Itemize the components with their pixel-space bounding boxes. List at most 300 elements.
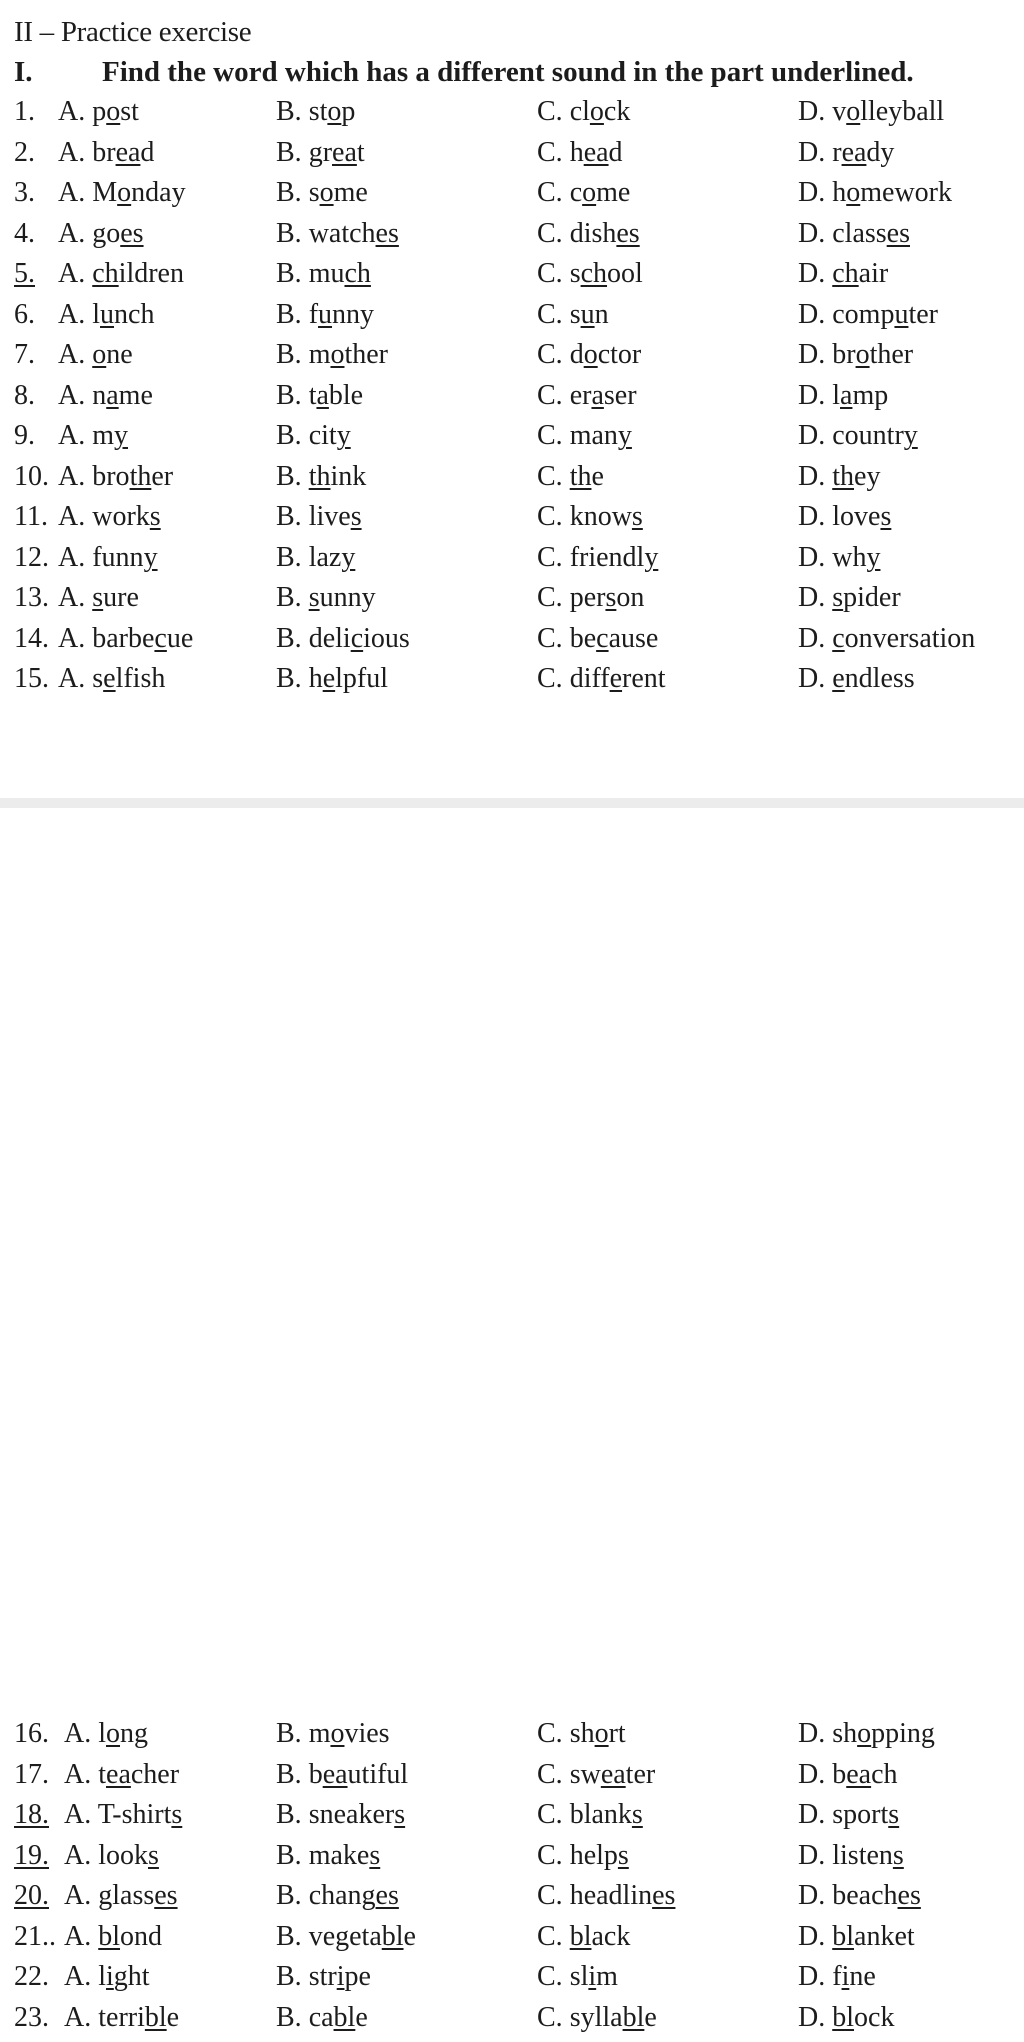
option-c[interactable] xyxy=(537,1840,629,1872)
option-c[interactable] xyxy=(537,582,644,614)
underlined-part: e xyxy=(323,663,335,694)
word-part: cit xyxy=(309,420,337,451)
option-b[interactable] xyxy=(276,1840,380,1872)
word-part: m xyxy=(309,1718,331,1749)
option-letter: B. xyxy=(276,177,302,208)
option-letter: C. xyxy=(537,339,563,370)
word-part: m xyxy=(309,339,331,370)
word-part: h xyxy=(309,663,323,694)
word-part: n xyxy=(595,299,609,330)
option-letter: A. xyxy=(58,177,85,208)
word-part: ng xyxy=(120,1718,148,1749)
word-part: watch xyxy=(309,218,376,249)
question-number: 15. xyxy=(14,663,49,695)
underlined-part: es xyxy=(376,218,399,249)
option-c[interactable] xyxy=(537,542,658,574)
word-part: ch xyxy=(871,1759,897,1790)
question-row xyxy=(0,258,1024,299)
word-part: ue xyxy=(167,623,193,654)
underlined-part: ea xyxy=(842,137,867,168)
option-d[interactable] xyxy=(798,420,918,452)
option-c[interactable] xyxy=(537,380,637,412)
option-b[interactable] xyxy=(276,461,366,493)
word-part: ck xyxy=(604,96,630,127)
option-letter: C. xyxy=(537,1961,563,1992)
option-letter: A. xyxy=(58,96,85,127)
question-number: 17. xyxy=(14,1759,49,1791)
option-letter: A. xyxy=(58,461,85,492)
word-part: terri xyxy=(98,2002,145,2033)
underlined-part: s xyxy=(632,1799,643,1830)
word-part: c xyxy=(570,177,582,208)
option-b[interactable] xyxy=(276,1718,390,1750)
option-a[interactable] xyxy=(64,1921,162,1953)
question-row xyxy=(0,96,1024,137)
option-a[interactable] xyxy=(64,1840,159,1872)
underlined-part: i xyxy=(106,1961,114,1992)
word-part: nny xyxy=(332,299,374,330)
word-part: p xyxy=(341,96,355,127)
question-number: 7. xyxy=(14,339,35,371)
option-c[interactable] xyxy=(537,1718,626,1750)
option-a[interactable] xyxy=(58,582,139,614)
option-b[interactable] xyxy=(276,542,355,574)
word-part: go xyxy=(92,218,120,249)
option-letter: A. xyxy=(58,663,85,694)
word-part: m xyxy=(92,420,114,451)
underlined-part: s xyxy=(309,582,320,613)
underlined-part: o xyxy=(106,96,120,127)
option-letter: C. xyxy=(537,1840,563,1871)
word-part: T-shirt xyxy=(98,1799,172,1830)
word-part: ter xyxy=(908,299,938,330)
word-part: sh xyxy=(832,1718,857,1749)
option-letter: D. xyxy=(798,623,825,654)
word-part: s xyxy=(570,299,581,330)
option-letter: D. xyxy=(798,1759,825,1790)
option-letter: A. xyxy=(58,380,85,411)
word-part: beach xyxy=(832,1880,897,1911)
option-letter: B. xyxy=(276,1799,302,1830)
option-letter: B. xyxy=(276,218,302,249)
underlined-part: es xyxy=(616,218,639,249)
option-letter: A. xyxy=(64,2002,91,2033)
underlined-part: a xyxy=(591,380,603,411)
option-letter: C. xyxy=(537,501,563,532)
underlined-part: s xyxy=(880,501,891,532)
option-letter: C. xyxy=(537,542,563,573)
underlined-part: s xyxy=(832,582,843,613)
word-part: vegeta xyxy=(309,1921,382,1952)
option-letter: A. xyxy=(64,1759,91,1790)
underlined-part: th xyxy=(570,461,592,492)
question-row xyxy=(0,663,1024,704)
option-letter: D. xyxy=(798,2002,825,2033)
option-a[interactable] xyxy=(64,1718,148,1750)
option-letter: C. xyxy=(537,96,563,127)
word-part: d xyxy=(609,137,623,168)
question-row xyxy=(0,2002,1024,2042)
option-b[interactable] xyxy=(276,299,374,331)
underlined-part: y xyxy=(144,542,158,573)
option-a[interactable] xyxy=(58,96,139,128)
option-a[interactable] xyxy=(58,380,153,412)
option-d[interactable] xyxy=(798,2002,894,2034)
word-part: unny xyxy=(320,582,376,613)
word-part: sl xyxy=(570,1961,589,1992)
word-part: barbe xyxy=(92,623,154,654)
option-letter: A. xyxy=(58,339,85,370)
word-part: bro xyxy=(92,461,129,492)
option-b[interactable] xyxy=(276,420,351,452)
option-b[interactable] xyxy=(276,96,355,128)
option-letter: C. xyxy=(537,2002,563,2033)
word-part: wh xyxy=(832,542,866,573)
underlined-part: ea xyxy=(106,1759,131,1790)
option-c[interactable] xyxy=(537,339,641,371)
word-part: gr xyxy=(309,137,332,168)
option-letter: B. xyxy=(276,1718,302,1749)
question-row xyxy=(0,1961,1024,2002)
word-part: ght xyxy=(114,1961,150,1992)
option-c[interactable] xyxy=(537,96,630,128)
underlined-part: i xyxy=(588,1961,596,1992)
word-part: listen xyxy=(832,1840,893,1871)
option-a[interactable] xyxy=(58,137,154,169)
question-list-continued xyxy=(0,1718,1024,2042)
underlined-part: o xyxy=(117,177,131,208)
underlined-part: y xyxy=(337,420,351,451)
word-part: sw xyxy=(570,1759,601,1790)
word-part: glass xyxy=(98,1880,154,1911)
word-part: ca xyxy=(309,2002,334,2033)
option-a[interactable] xyxy=(58,339,133,371)
option-letter: A. xyxy=(64,1799,91,1830)
word-part: ure xyxy=(103,582,139,613)
word-part: countr xyxy=(832,420,904,451)
underlined-part: s xyxy=(888,1799,899,1830)
worksheet-page-1 xyxy=(0,0,1024,798)
option-a[interactable] xyxy=(64,1759,179,1791)
word-part: be xyxy=(570,623,596,654)
option-c[interactable] xyxy=(537,1961,618,1993)
word-part: t xyxy=(98,1759,106,1790)
option-b[interactable] xyxy=(276,258,371,290)
option-a[interactable] xyxy=(58,542,158,574)
instruction-number: I. xyxy=(14,56,33,89)
underlined-part: th xyxy=(309,461,331,492)
option-c[interactable] xyxy=(537,1921,630,1953)
option-d[interactable] xyxy=(798,96,944,128)
option-b[interactable] xyxy=(276,380,363,412)
word-part: work xyxy=(92,501,150,532)
question-row xyxy=(0,218,1024,259)
underlined-part: ea xyxy=(584,137,609,168)
word-part: ble xyxy=(329,380,363,411)
option-a[interactable] xyxy=(58,663,165,695)
word-part: air xyxy=(859,258,889,289)
word-part: e xyxy=(644,2002,656,2033)
option-letter: D. xyxy=(798,1880,825,1911)
underlined-part: y xyxy=(618,420,632,451)
word-part: M xyxy=(92,177,117,208)
question-number: 4. xyxy=(14,218,35,250)
option-d[interactable] xyxy=(798,380,888,412)
word-part: anket xyxy=(854,1921,915,1952)
option-b[interactable] xyxy=(276,137,365,169)
option-d[interactable] xyxy=(798,1718,935,1750)
option-a[interactable] xyxy=(58,461,173,493)
option-a[interactable] xyxy=(64,1799,182,1831)
word-part: ey xyxy=(854,461,880,492)
option-letter: A. xyxy=(58,299,85,330)
word-part: d xyxy=(140,137,154,168)
option-letter: A. xyxy=(58,218,85,249)
option-c[interactable] xyxy=(537,137,623,169)
option-b[interactable] xyxy=(276,623,410,655)
option-b[interactable] xyxy=(276,339,388,371)
option-a[interactable] xyxy=(58,177,186,209)
underlined-part: o xyxy=(106,1718,120,1749)
option-letter: D. xyxy=(798,582,825,613)
question-row xyxy=(0,177,1024,218)
word-part: sh xyxy=(570,1718,595,1749)
option-c[interactable] xyxy=(537,218,640,250)
word-part: lpful xyxy=(335,663,388,694)
underlined-part: es xyxy=(652,1880,675,1911)
option-c[interactable] xyxy=(537,299,609,331)
option-b[interactable] xyxy=(276,1921,416,1953)
underlined-part: s xyxy=(351,501,362,532)
underlined-part: o xyxy=(320,177,334,208)
question-row xyxy=(0,380,1024,421)
option-c[interactable] xyxy=(537,1799,643,1831)
underlined-part: s xyxy=(148,1840,159,1871)
underlined-part: s xyxy=(394,1799,405,1830)
option-b[interactable] xyxy=(276,218,399,250)
word-part: h xyxy=(832,177,846,208)
word-part: l xyxy=(92,299,100,330)
word-part: t xyxy=(309,380,317,411)
option-b[interactable] xyxy=(276,663,388,695)
underlined-part: c xyxy=(596,623,608,654)
underlined-part: a xyxy=(106,380,118,411)
word-part: make xyxy=(309,1840,370,1871)
instruction-text: Find the word which has a different sound in the part underlined. xyxy=(102,56,914,89)
underlined-part: o xyxy=(846,177,860,208)
word-part: pider xyxy=(843,582,901,613)
underlined-part: es xyxy=(154,1880,177,1911)
underlined-part: bl xyxy=(623,2002,645,2033)
question-row xyxy=(0,137,1024,178)
underlined-part: s xyxy=(618,1840,629,1871)
option-c[interactable] xyxy=(537,501,643,533)
option-d[interactable] xyxy=(798,299,938,331)
option-c[interactable] xyxy=(537,1759,655,1791)
question-number: 20. xyxy=(14,1880,49,1912)
option-d[interactable] xyxy=(798,137,894,169)
option-letter: D. xyxy=(798,218,825,249)
underlined-part: e xyxy=(832,663,844,694)
section-title: II – Practice exercise xyxy=(14,16,251,49)
word-part: ne xyxy=(106,339,132,370)
option-a[interactable] xyxy=(58,258,184,290)
option-letter: A. xyxy=(64,1880,91,1911)
option-b[interactable] xyxy=(276,582,376,614)
option-a[interactable] xyxy=(58,501,161,533)
underlined-part: y xyxy=(904,420,918,451)
word-part: love xyxy=(832,501,880,532)
word-part: b xyxy=(832,1759,846,1790)
word-part: rent xyxy=(622,663,666,694)
question-list xyxy=(0,96,1024,704)
option-letter: B. xyxy=(276,339,302,370)
option-d[interactable] xyxy=(798,623,975,655)
option-a[interactable] xyxy=(64,1961,150,1993)
option-d[interactable] xyxy=(798,1961,876,1993)
option-c[interactable] xyxy=(537,623,658,655)
option-a[interactable] xyxy=(64,2002,179,2034)
underlined-part: o xyxy=(595,1718,609,1749)
option-letter: A. xyxy=(58,501,85,532)
question-number: 19. xyxy=(14,1840,49,1872)
question-number: 23. xyxy=(14,2002,49,2034)
option-d[interactable] xyxy=(798,1840,904,1872)
option-c[interactable] xyxy=(537,1880,675,1912)
word-part: look xyxy=(98,1840,148,1871)
word-part: onversation xyxy=(845,623,976,654)
option-d[interactable] xyxy=(798,1880,921,1912)
option-d[interactable] xyxy=(798,218,910,250)
option-b[interactable] xyxy=(276,177,368,209)
word-part: e xyxy=(167,2002,179,2033)
option-b[interactable] xyxy=(276,1880,399,1912)
underlined-part: a xyxy=(316,380,328,411)
word-part: sneaker xyxy=(309,1799,395,1830)
option-a[interactable] xyxy=(58,299,154,331)
word-part: friendl xyxy=(570,542,645,573)
option-b[interactable] xyxy=(276,1799,405,1831)
option-d[interactable] xyxy=(798,501,891,533)
option-c[interactable] xyxy=(537,177,630,209)
option-b[interactable] xyxy=(276,1961,371,1993)
underlined-part: e xyxy=(103,663,115,694)
underlined-part: bl xyxy=(832,2002,854,2033)
underlined-part: ch xyxy=(832,258,858,289)
word-part: mework xyxy=(860,177,952,208)
option-letter: D. xyxy=(798,96,825,127)
option-c[interactable] xyxy=(537,2002,657,2034)
option-letter: B. xyxy=(276,501,302,532)
word-part: ool xyxy=(607,258,643,289)
option-d[interactable] xyxy=(798,177,952,209)
option-d[interactable] xyxy=(798,1921,915,1953)
word-part: ndless xyxy=(845,663,915,694)
option-d[interactable] xyxy=(798,1799,899,1831)
option-letter: D. xyxy=(798,339,825,370)
word-part: ter xyxy=(626,1759,656,1790)
underlined-part: o xyxy=(590,96,604,127)
word-part: headlin xyxy=(570,1880,652,1911)
option-letter: C. xyxy=(537,663,563,694)
option-letter: B. xyxy=(276,623,302,654)
word-part: ildren xyxy=(119,258,184,289)
underlined-part: ch xyxy=(581,258,607,289)
option-c[interactable] xyxy=(537,663,666,695)
option-letter: C. xyxy=(537,258,563,289)
underlined-part: a xyxy=(840,380,852,411)
underlined-part: s xyxy=(150,501,161,532)
option-a[interactable] xyxy=(58,218,144,250)
word-part: man xyxy=(570,420,618,451)
question-number: 3. xyxy=(14,177,35,209)
word-part: utiful xyxy=(348,1759,409,1790)
option-d[interactable] xyxy=(798,542,880,574)
option-letter: C. xyxy=(537,177,563,208)
option-a[interactable] xyxy=(58,623,193,655)
option-letter: C. xyxy=(537,461,563,492)
underlined-part: o xyxy=(857,1718,871,1749)
option-letter: C. xyxy=(537,1759,563,1790)
option-a[interactable] xyxy=(58,420,128,452)
option-letter: A. xyxy=(58,623,85,654)
question-number: 6. xyxy=(14,299,35,331)
word-part: ther xyxy=(344,339,388,370)
word-part: dish xyxy=(570,218,617,249)
option-letter: B. xyxy=(276,542,302,573)
option-letter: A. xyxy=(58,582,85,613)
word-part: sport xyxy=(832,1799,888,1830)
option-c[interactable] xyxy=(537,420,632,452)
underlined-part: u xyxy=(318,299,332,330)
question-row xyxy=(0,420,1024,461)
option-d[interactable] xyxy=(798,582,901,614)
underlined-part: es xyxy=(376,1880,399,1911)
option-d[interactable] xyxy=(798,663,915,695)
option-d[interactable] xyxy=(798,258,888,290)
page-divider xyxy=(0,798,1024,808)
word-part: live xyxy=(309,501,351,532)
option-letter: B. xyxy=(276,137,302,168)
word-part: lfish xyxy=(116,663,166,694)
underlined-part: bl xyxy=(145,2002,167,2033)
underlined-part: es xyxy=(887,218,910,249)
option-letter: C. xyxy=(537,1880,563,1911)
word-part: r xyxy=(832,137,841,168)
word-part: funn xyxy=(92,542,143,573)
word-part: h xyxy=(570,137,584,168)
option-c[interactable] xyxy=(537,461,604,493)
option-d[interactable] xyxy=(798,1759,898,1791)
option-b[interactable] xyxy=(276,2002,368,2034)
option-c[interactable] xyxy=(537,258,643,290)
underlined-part: y xyxy=(644,542,658,573)
option-d[interactable] xyxy=(798,339,913,371)
word-part: lleyball xyxy=(860,96,944,127)
underlined-part: th xyxy=(832,461,854,492)
option-d[interactable] xyxy=(798,461,880,493)
option-b[interactable] xyxy=(276,1759,408,1791)
underlined-part: ea xyxy=(332,137,357,168)
underlined-part: u xyxy=(894,299,908,330)
underlined-part: y xyxy=(114,420,128,451)
underlined-part: bl xyxy=(382,1921,404,1952)
underlined-part: ch xyxy=(92,258,118,289)
option-b[interactable] xyxy=(276,501,362,533)
option-a[interactable] xyxy=(64,1880,178,1912)
option-letter: B. xyxy=(276,96,302,127)
underlined-part: o xyxy=(846,96,860,127)
